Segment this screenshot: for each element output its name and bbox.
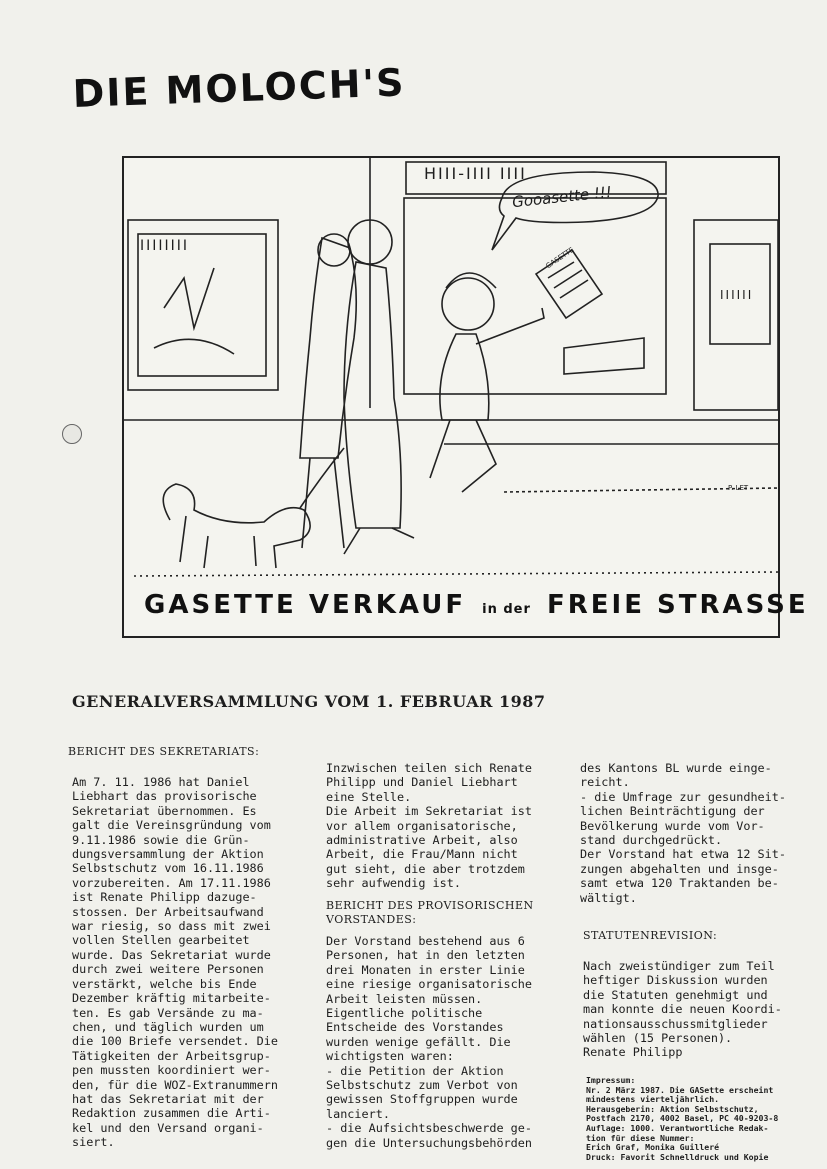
cartoon-drawing: [124, 158, 778, 636]
section-heading-sekretariat: BERICHT DES SEKRETARIATS:: [68, 745, 260, 758]
speech-bubble-text: Gooasette !!!: [511, 182, 613, 212]
dog: [163, 484, 310, 568]
column-2-text-b: Der Vorstand bestehend aus 6 Personen, hat in den letzten drei Monaten in erster Linie eine riesige organisatorische Arbeit leisten müssen. Eigentliche politische Entscheide des Vorstandes wurden wenige gefällt. Die wichtigsten waren: - die Petition der Aktion Selbstschutz zum Verbot von gewissen Stoffgruppen wurde lanciert. - die Aufsichtsbeschwerde ge- gen die Untersuchungsbehörden: [326, 934, 532, 1150]
caption-part1: GASETTE VERKAUF: [144, 590, 467, 620]
page-title: DIE MOLOCH'S: [72, 60, 407, 116]
section-heading-vorstand: BERICHT DES PROVISORISCHEN VORSTANDES:: [326, 899, 534, 927]
cartoon-caption: [144, 590, 809, 620]
caption-small: in der: [482, 602, 531, 617]
section-heading-statutenrevision: STATUTENREVISION:: [583, 929, 718, 942]
column-3-text-a: des Kantons BL wurde einge- reicht. - die Umfrage zur gesundheit- lichen Beinträchtigung der Bevölkerung wurde vom Vor- stand durchgedrückt. Der Vorstand hat etwa 12 Sit- zungen abgehalten und insge- samt etwa 120 Traktanden be- wältigt.: [580, 761, 786, 905]
shop-banner-text: HIII-IIII IIII: [424, 164, 527, 183]
artist-signature: P. LET: [728, 484, 749, 492]
window-right-sign: IIIIII: [720, 288, 754, 302]
newspaper: [536, 250, 602, 318]
article-headline: GENERALVERSAMMLUNG VOM 1. FEBRUAR 1987: [72, 692, 546, 711]
column-1-text: Am 7. 11. 1986 hat Daniel Liebhart das provisorische Sekretariat übernommen. Es galt die Vereinsgründung vom 9.11.1986 sowie die Grün- dungsversammlung der Aktion Selbstschutz vom 16.11.1986 vorzubereiten. Am 17.11.1986 ist Renate Philipp dazuge- stossen. Der Arbeitsaufwand war riesig, so dass mit zwei vollen Stellen gearbeitet wurde. Das Sekretariat wurde durch zwei weitere Personen verstärkt, welche bis Ende Dezember kräftig mitarbeite- ten. Es gab Versände zu ma- chen, und täglich wurden um die 100 Briefe versendet. Die Tätigkeiten der Arbeitsgrup- pen mussten koordiniert wer- den, für die WOZ-Extranummern hat das Sekretariat mit der Redaktion zusammen die Arti- kel und den Versand organi- siert.: [72, 775, 278, 1150]
column-3-text-b: Nach zweistündiger zum Teil heftiger Diskussion wurden die Statuten genehmigt und man konnte die neuen Koordi- nationsausschussmitglieder wählen (15 Personen). Renate Philipp: [583, 959, 782, 1060]
cartoon-illustration: [122, 156, 809, 638]
column-2-text-a: Inzwischen teilen sich Renate Philipp und Daniel Liebhart eine Stelle. Die Arbeit im Sekretariat ist vor allem organisatorische, administrative Arbeit, also Arbeit, die Frau/Mann nicht gut sieht, die aber trotzdem sehr aufwendig ist.: [326, 761, 532, 891]
speech-bubble: [492, 172, 658, 250]
newspaper-label: GASETTE: [544, 245, 576, 271]
punch-hole: [62, 424, 82, 444]
shop-window-right: [694, 220, 778, 410]
caption-part2: FREIE STRASSE: [546, 590, 809, 620]
window-left-sign: IIIIIIII: [140, 238, 190, 254]
impressum: Impressum: Nr. 2 März 1987. Die GASette erscheint mindestens vierteljährlich. Herausgeberin: Aktion Selbstschutz, Postfach 2170, 4002 Basel, PC 40-9203-8 Auflage: 1000. Verantwortliche Redak- tion für diese Nummer: Erich Graf, Monika Guilleré Druck: Favorit Schnelldruck und Kopie: [586, 1075, 779, 1162]
